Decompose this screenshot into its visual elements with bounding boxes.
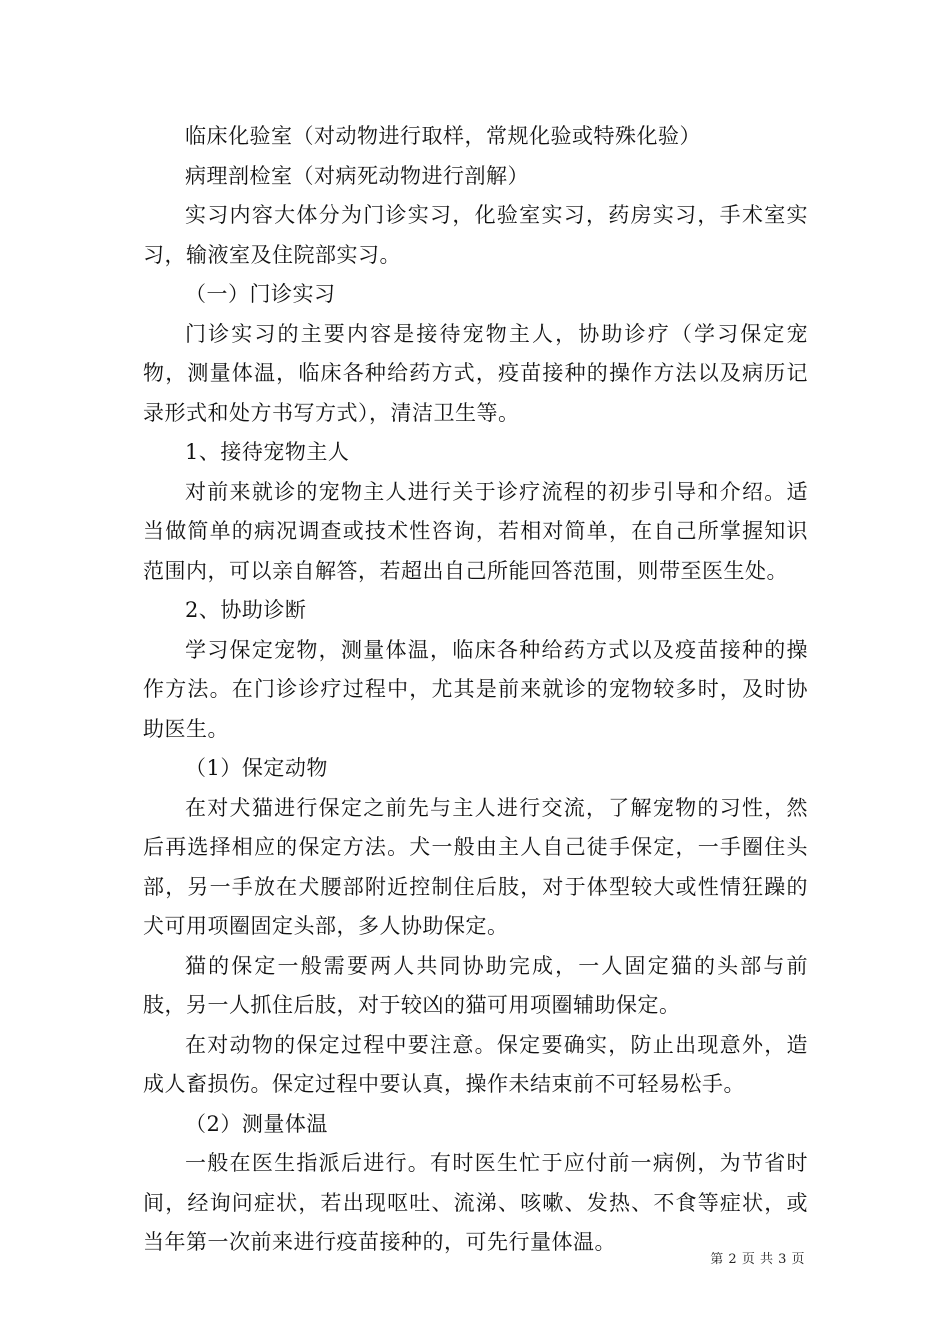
heading-outpatient-internship: （一）门诊实习: [185, 282, 336, 306]
document-body: [143, 117, 808, 1263]
paragraph-lab-room: 临床化验室（对动物进行取样，常规化验或特殊化验）: [185, 124, 701, 148]
paragraph-restraint-caution: 在对动物的保定过程中要注意。保定要确实，防止出现意外，造成人畜损伤。保定过程中要认真，操作未结束前不可轻易松手。: [143, 1032, 808, 1096]
heading-reception: 1、接待宠物主人: [185, 440, 350, 464]
heading-assist-diagnosis: 2、协助诊断: [185, 598, 307, 622]
heading-temperature: （2）测量体温: [185, 1111, 328, 1136]
paragraph-pathology-room: 病理剖检室（对病死动物进行剖解）: [185, 163, 529, 188]
paragraph-reception: 对前来就诊的宠物主人进行关于诊疗流程的初步引导和介绍。适当做简单的病况调查或技术性咨询，若相对简单，在自己所掌握知识范围内，可以亲自解答，若超出自己所能回答范围，则带至医生处。: [143, 479, 808, 583]
paragraph-internship-overview: 实习内容大体分为门诊实习，化验室实习，药房实习，手术室实习，输液室及住院部实习。: [143, 203, 808, 267]
paragraph-outpatient-content: 门诊实习的主要内容是接待宠物主人，协助诊疗（学习保定宠物，测量体温，临床各种给药方式，疫苗接种的操作方法以及病历记录形式和处方书写方式），清洁卫生等。: [143, 321, 808, 425]
page-number: 第 2 页 共 3 页: [710, 1252, 805, 1267]
paragraph-assist-diagnosis: 学习保定宠物，测量体温，临床各种给药方式以及疫苗接种的操作方法。在门诊诊疗过程中，尤其是前来就诊的宠物较多时，及时协助医生。: [143, 637, 808, 741]
paragraph-temperature: 一般在医生指派后进行。有时医生忙于应付前一病例，为节省时间，经询问症状，若出现呕吐、流涕、咳嗽、发热、不食等症状，或当年第一次前来进行疫苗接种的，可先行量体温。: [143, 1151, 808, 1254]
heading-restraint: （1）保定动物: [185, 756, 328, 780]
paragraph-cat-restraint: 猫的保定一般需要两人共同协助完成，一人固定猫的头部与前肢，另一人抓住后肢，对于较凶的猫可用项圈辅助保定。: [143, 953, 808, 1017]
paragraph-dog-restraint: 在对犬猫进行保定之前先与主人进行交流，了解宠物的习性，然后再选择相应的保定方法。犬一般由主人自己徒手保定，一手圈住头部，另一手放在犬腰部附近控制住后肢，对于体型较大或性情狂躁的犬可用项圈固定头部，多人协助保定。: [143, 795, 808, 938]
